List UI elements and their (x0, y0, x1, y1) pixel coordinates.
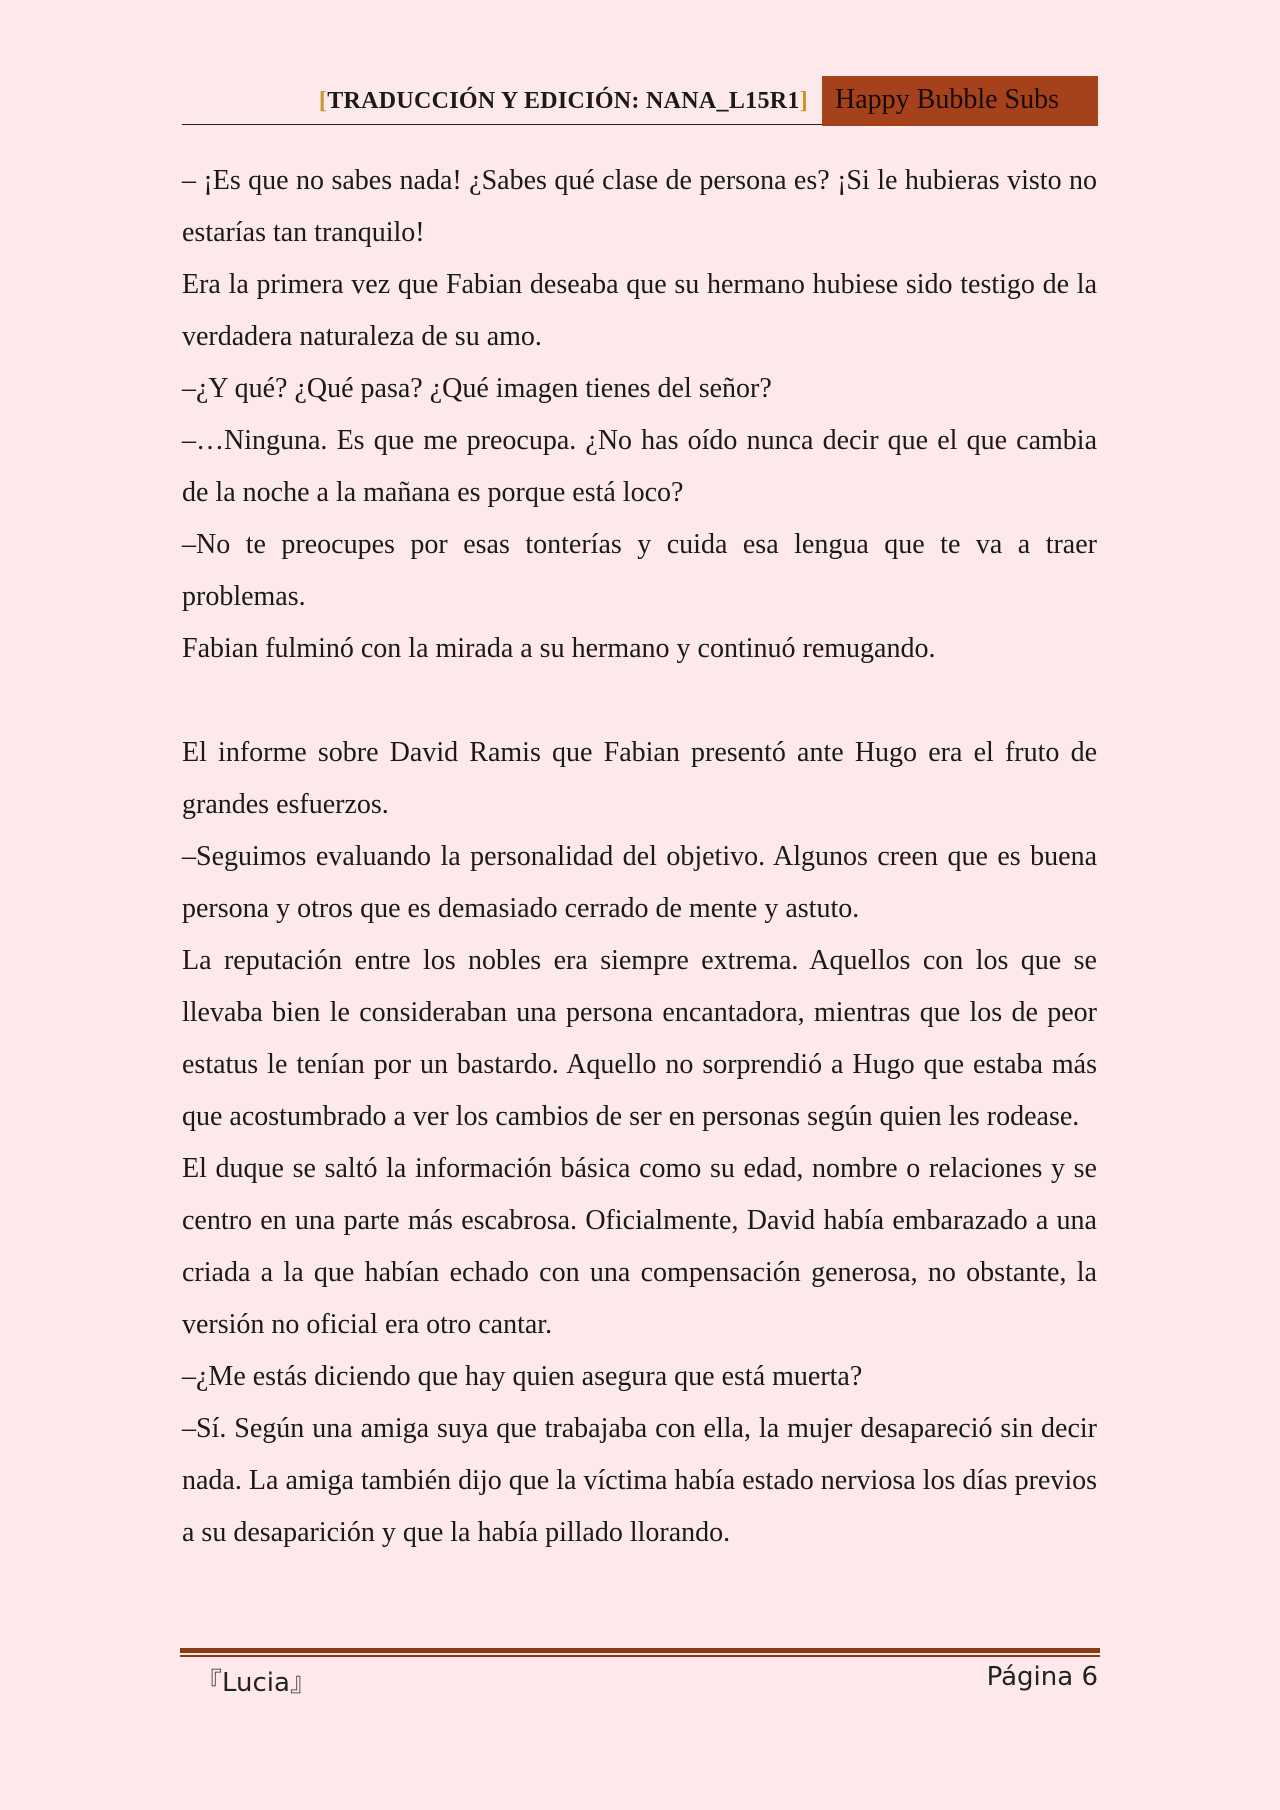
paragraph: –No te preocupes por esas tonterías y cuida esa lengua que te va a traer problemas. (182, 529, 1097, 612)
header-title: TRADUCCIÓN Y EDICIÓN: NANA_L15R1 (327, 88, 800, 114)
header-bracket-open: [ (318, 88, 328, 114)
header-bracket-close: ] (799, 88, 808, 114)
page-header (182, 76, 1098, 126)
paragraph: –¿Y qué? ¿Qué pasa? ¿Qué imagen tienes del señor? (182, 373, 772, 404)
header-title-block (182, 76, 822, 125)
blank-line (182, 675, 1097, 727)
header-tag: Happy Bubble Subs (822, 76, 1098, 126)
paragraph: – ¡Es que no sabes nada! ¿Sabes qué clase de persona es? ¡Si le hubieras visto no estarías tan tranquilo! (182, 165, 1097, 248)
paragraph: Fabian fulminó con la mirada a su hermano y continuó remugando. (182, 633, 936, 664)
paragraph: –…Ninguna. Es que me preocupa. ¿No has oído nunca decir que el que cambia de la noche a la mañana es porque está loco? (182, 425, 1097, 508)
footer-divider (180, 1648, 1100, 1658)
paragraph: Era la primera vez que Fabian deseaba que su hermano hubiese sido testigo de la verdadera naturaleza de su amo. (182, 269, 1097, 352)
paragraph: –Sí. Según una amiga suya que trabajaba con ella, la mujer desapareció sin decir nada. La amiga también dijo que la víctima había estado nerviosa los días previos a su desaparición y que la había pillado llorando. (182, 1413, 1097, 1548)
paragraph: –¿Me estás diciendo que hay quien asegura que está muerta? (182, 1361, 863, 1392)
paragraph: El informe sobre David Ramis que Fabian presentó ante Hugo era el fruto de grandes esfuerzos. (182, 737, 1097, 820)
body-text (182, 155, 1097, 1559)
footer-book-title: 『Lucia』 (196, 1668, 316, 1698)
paragraph: El duque se saltó la información básica como su edad, nombre o relaciones y se centro en una parte más escabrosa. Oficialmente, David había embarazado a una criada a la que habían echado con una compensación generosa, no obstante, la versión no oficial era otro cantar. (182, 1153, 1097, 1340)
footer-page-number: Página 6 (986, 1662, 1098, 1692)
paragraph: –Seguimos evaluando la personalidad del objetivo. Algunos creen que es buena persona y otros que es demasiado cerrado de mente y astuto. (182, 841, 1097, 924)
paragraph: La reputación entre los nobles era siempre extrema. Aquellos con los que se llevaba bien le consideraban una persona encantadora, mientras que los de peor estatus le tenían por un bastardo. Aquello no sorprendió a Hugo que estaba más que acostumbrado a ver los cambios de ser en personas según quien les rodease. (182, 945, 1097, 1132)
